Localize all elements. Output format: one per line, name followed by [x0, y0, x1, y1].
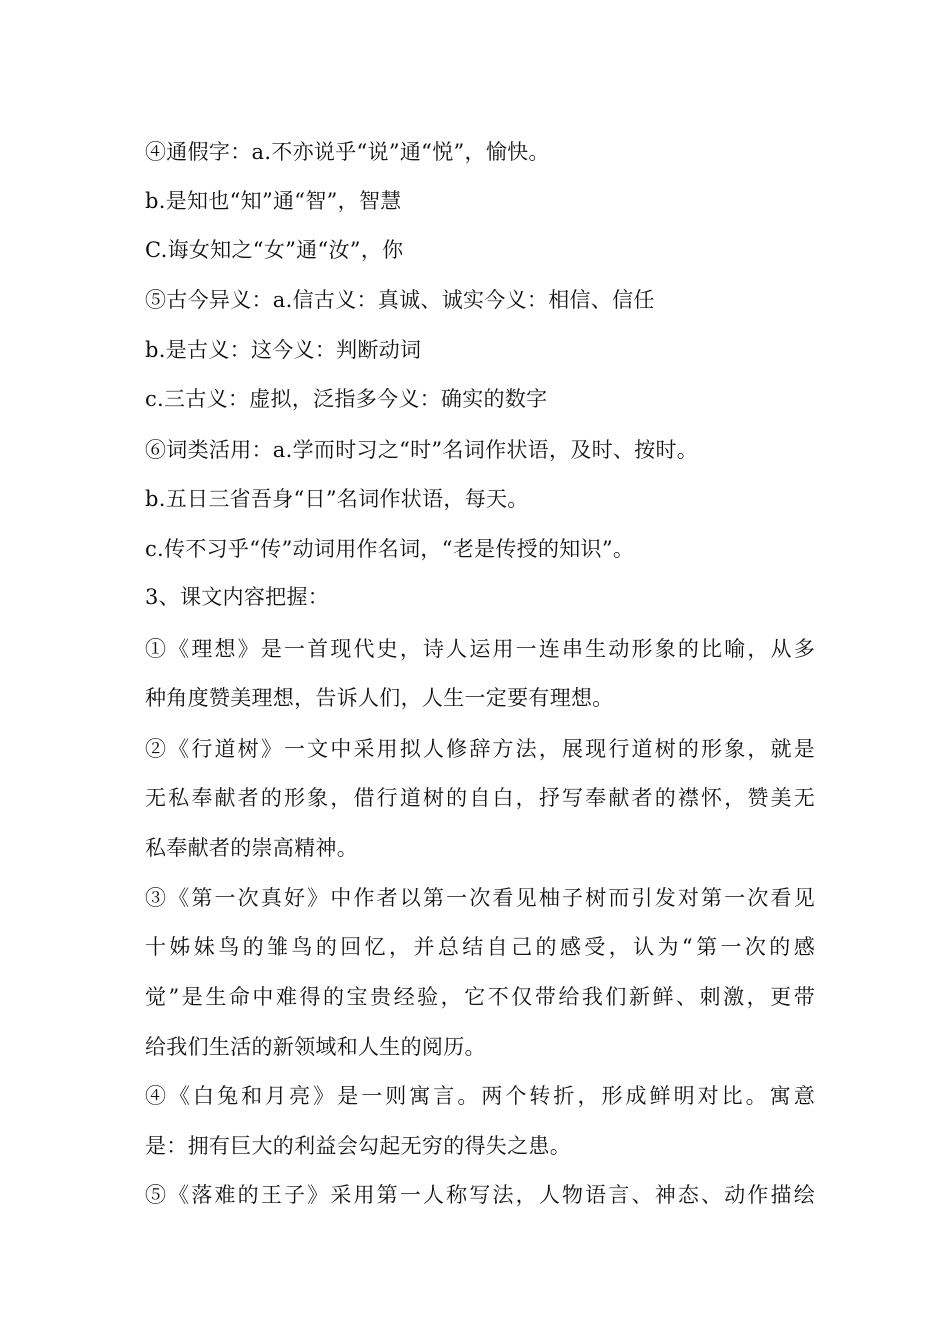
text-line: b.是知也“知”通“智”，智慧 — [145, 189, 402, 213]
section-heading: 3、课文内容把握： — [145, 585, 330, 609]
text-line: 十姊妹鸟的雏鸟的回忆，并总结自己的感受，认为“第一次的感 — [145, 935, 815, 959]
text-line: 给我们生活的新领域和人生的阅历。 — [145, 1035, 486, 1059]
text-line: c.传不习乎“传”动词用作名词，“老是传授的知识”。 — [145, 537, 635, 561]
text-line: 无私奉献者的形象，借行道树的自白，抒写奉献者的襟怀，赞美无 — [145, 786, 815, 810]
text-line: ⑥词类活用：a.学而时习之“时”名词作状语，及时、按时。 — [145, 438, 699, 462]
text-line: c.三古义：虚拟，泛指多今义：确实的数字 — [145, 387, 548, 411]
text-line: C.诲女知之“女”通“汝”，你 — [145, 238, 404, 262]
text-line: ④《白兔和月亮》是一则寓言。两个转折，形成鲜明对比。寓意 — [145, 1084, 815, 1108]
text-line: 私奉献者的崇高精神。 — [145, 836, 358, 860]
text-line: b.五日三省吾身“日”名词作状语，每天。 — [145, 487, 529, 511]
text-line: 觉”是生命中难得的宝贵经验，它不仅带给我们新鲜、刺激，更带 — [145, 985, 815, 1009]
text-line: ④通假字：a.不亦说乎“说”通“悦”，愉快。 — [145, 140, 550, 164]
text-line: ⑤古今异义：a.信古义：真诚、诚实今义：相信、信任 — [145, 288, 655, 312]
text-line: ②《行道树》一文中采用拟人修辞方法，展现行道树的形象，就是 — [145, 737, 815, 761]
text-line: ⑤《落难的王子》采用第一人称写法，人物语言、神态、动作描绘 — [145, 1183, 815, 1207]
text-line: 是：拥有巨大的利益会勾起无穷的得失之患。 — [145, 1134, 571, 1158]
text-line: 种角度赞美理想，告诉人们，人生一定要有理想。 — [145, 686, 614, 710]
text-line: ①《理想》是一首现代史，诗人运用一连串生动形象的比喻，从多 — [145, 637, 815, 661]
text-line: b.是古义：这今义：判断动词 — [145, 338, 422, 362]
text-line: ③《第一次真好》中作者以第一次看见柚子树而引发对第一次看见 — [145, 886, 815, 910]
